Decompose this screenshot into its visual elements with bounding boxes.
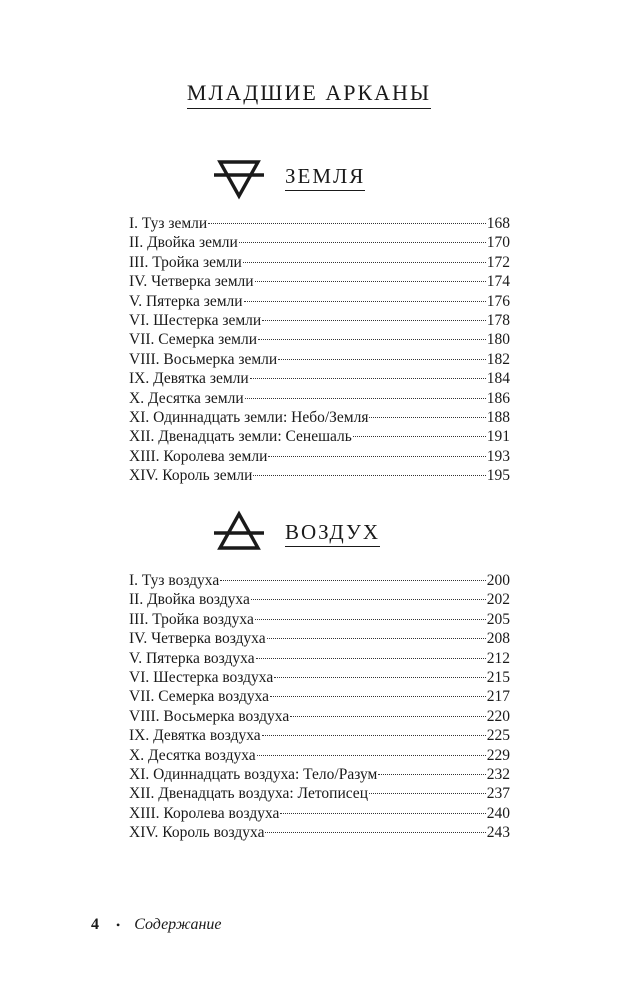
section-title-air: ВОЗДУХ <box>285 520 380 547</box>
toc-entry-title: XI. Одиннадцать земли: Небо/Земля <box>129 408 369 426</box>
dot-leader <box>220 580 486 581</box>
toc-entry-title: III. Тройка земли <box>129 253 242 271</box>
toc-entry <box>129 214 510 233</box>
dot-leader <box>278 359 486 360</box>
dot-leader <box>369 417 485 418</box>
toc-entry <box>129 447 510 466</box>
toc-entry-page-number: 184 <box>486 370 510 388</box>
dot-leader <box>244 301 486 302</box>
toc-entry <box>129 668 510 687</box>
toc-entry <box>129 687 510 706</box>
toc-entry-title: VIII. Восьмерка земли <box>129 350 278 368</box>
toc-entry-page-number: 174 <box>486 273 510 291</box>
dot-leader <box>267 638 486 639</box>
toc-entry-page-number: 229 <box>486 746 510 764</box>
toc-entry-page-number: 176 <box>486 292 510 310</box>
toc-entry-page-number: 232 <box>486 765 510 783</box>
earth-element-icon <box>214 152 264 204</box>
toc-entry-title: XIII. Королева воздуха <box>129 804 280 822</box>
toc-entry-title: XIII. Королева земли <box>129 447 268 465</box>
dot-leader <box>253 475 485 476</box>
dot-leader <box>265 832 485 833</box>
dot-leader <box>255 281 486 282</box>
toc-entry <box>129 253 510 272</box>
dot-leader <box>250 378 486 379</box>
toc-entry <box>129 292 510 311</box>
toc-entry-title: III. Тройка воздуха <box>129 610 254 628</box>
toc-entry <box>129 610 510 629</box>
toc-entry-page-number: 200 <box>486 572 510 589</box>
toc-entry-title: X. Десятка земли <box>129 389 244 407</box>
toc-entry <box>129 408 510 427</box>
dot-leader <box>243 262 486 263</box>
toc-entry-page-number: 178 <box>486 311 510 329</box>
toc-entry-title: VIII. Восьмерка воздуха <box>129 707 290 725</box>
toc-entry <box>129 649 510 668</box>
toc-entry-page-number: 208 <box>486 630 510 648</box>
toc-entry <box>129 629 510 648</box>
toc-entry-title: VII. Семерка земли <box>129 331 258 349</box>
toc-entry-title: IV. Четверка земли <box>129 273 254 291</box>
toc-entry <box>129 765 510 784</box>
footer-separator: • <box>116 918 121 932</box>
toc-entry <box>129 784 510 803</box>
section-header-air <box>0 508 618 560</box>
running-head: Содержание <box>134 916 222 933</box>
toc-entry <box>129 823 510 842</box>
toc-entry-page-number: 191 <box>486 428 510 446</box>
toc-entry <box>129 707 510 726</box>
dot-leader <box>262 735 486 736</box>
dot-leader <box>251 599 486 600</box>
toc-entry <box>129 804 510 823</box>
section-header-earth <box>0 152 618 204</box>
dot-leader <box>290 716 486 717</box>
toc-entry-page-number: 193 <box>486 447 510 465</box>
toc-entry-page-number: 202 <box>486 591 510 609</box>
toc-entry-page-number: 237 <box>486 785 510 803</box>
toc-entry-title: VI. Шестерка воздуха <box>129 668 274 686</box>
toc-entry-title: I. Туз воздуха <box>129 572 220 589</box>
toc-entry-title: II. Двойка воздуха <box>129 591 250 609</box>
toc-list-air <box>129 571 510 842</box>
toc-entry-page-number: 180 <box>486 331 510 349</box>
dot-leader <box>258 339 486 340</box>
toc-entry-title: IX. Девятка земли <box>129 370 249 388</box>
toc-entry-title: XII. Двенадцать земли: Сенешаль <box>129 428 352 446</box>
dot-leader <box>208 223 486 224</box>
toc-entry <box>129 233 510 252</box>
toc-entry-page-number: 195 <box>486 467 510 485</box>
toc-entry-page-number: 168 <box>486 215 510 232</box>
dot-leader <box>369 793 486 794</box>
dot-leader <box>245 398 486 399</box>
toc-entry-title: IV. Четверка воздуха <box>129 630 266 648</box>
toc-entry-title: IX. Девятка воздуха <box>129 727 261 745</box>
toc-entry-page-number: 170 <box>486 234 510 252</box>
toc-entry-title: XII. Двенадцать воздуха: Летописец <box>129 785 368 803</box>
dot-leader <box>280 813 485 814</box>
dot-leader <box>256 658 486 659</box>
toc-entry-page-number: 188 <box>486 408 510 426</box>
toc-entry-page-number: 186 <box>486 389 510 407</box>
toc-entry-page-number: 240 <box>486 804 510 822</box>
toc-entry-page-number: 172 <box>486 253 510 271</box>
toc-entry <box>129 427 510 446</box>
dot-leader <box>255 619 486 620</box>
dot-leader <box>268 456 485 457</box>
toc-entry-title: V. Пятерка воздуха <box>129 649 255 667</box>
toc-entry <box>129 272 510 291</box>
toc-entry-title: X. Десятка воздуха <box>129 746 256 764</box>
toc-entry <box>129 330 510 349</box>
toc-list-earth <box>129 214 510 485</box>
air-element-icon <box>214 508 264 560</box>
toc-entry <box>129 590 510 609</box>
section-title-earth: ЗЕМЛЯ <box>285 164 365 191</box>
toc-entry <box>129 746 510 765</box>
page-number: 4 <box>91 916 99 933</box>
dot-leader <box>257 755 486 756</box>
toc-entry <box>129 726 510 745</box>
dot-leader <box>262 320 486 321</box>
toc-entry-page-number: 217 <box>486 688 510 706</box>
toc-entry <box>129 350 510 369</box>
toc-entry-page-number: 220 <box>486 707 510 725</box>
toc-entry-page-number: 205 <box>486 610 510 628</box>
toc-entry-title: V. Пятерка земли <box>129 292 243 310</box>
toc-entry-title: XI. Одиннадцать воздуха: Тело/Разум <box>129 765 378 783</box>
toc-entry <box>129 389 510 408</box>
page-title-text: МЛАДШИЕ АРКАНЫ <box>187 80 431 109</box>
page-footer <box>91 916 221 934</box>
toc-entry-page-number: 182 <box>486 350 510 368</box>
toc-entry <box>129 369 510 388</box>
toc-entry-title: VII. Семерка воздуха <box>129 688 270 706</box>
toc-entry-title: XIV. Король земли <box>129 467 253 485</box>
toc-entry-page-number: 215 <box>486 668 510 686</box>
dot-leader <box>378 774 485 775</box>
toc-entry <box>129 571 510 590</box>
toc-entry-page-number: 243 <box>486 824 510 842</box>
toc-entry-title: II. Двойка земли <box>129 234 238 252</box>
toc-entry-page-number: 212 <box>486 649 510 667</box>
toc-entry <box>129 466 510 485</box>
page-title <box>0 80 618 109</box>
toc-entry-page-number: 225 <box>486 727 510 745</box>
toc-entry-title: VI. Шестерка земли <box>129 311 262 329</box>
dot-leader <box>353 436 486 437</box>
dot-leader <box>274 677 486 678</box>
toc-entry-title: XIV. Король воздуха <box>129 824 265 842</box>
dot-leader <box>270 696 486 697</box>
dot-leader <box>239 242 486 243</box>
toc-entry <box>129 311 510 330</box>
toc-entry-title: I. Туз земли <box>129 215 208 232</box>
